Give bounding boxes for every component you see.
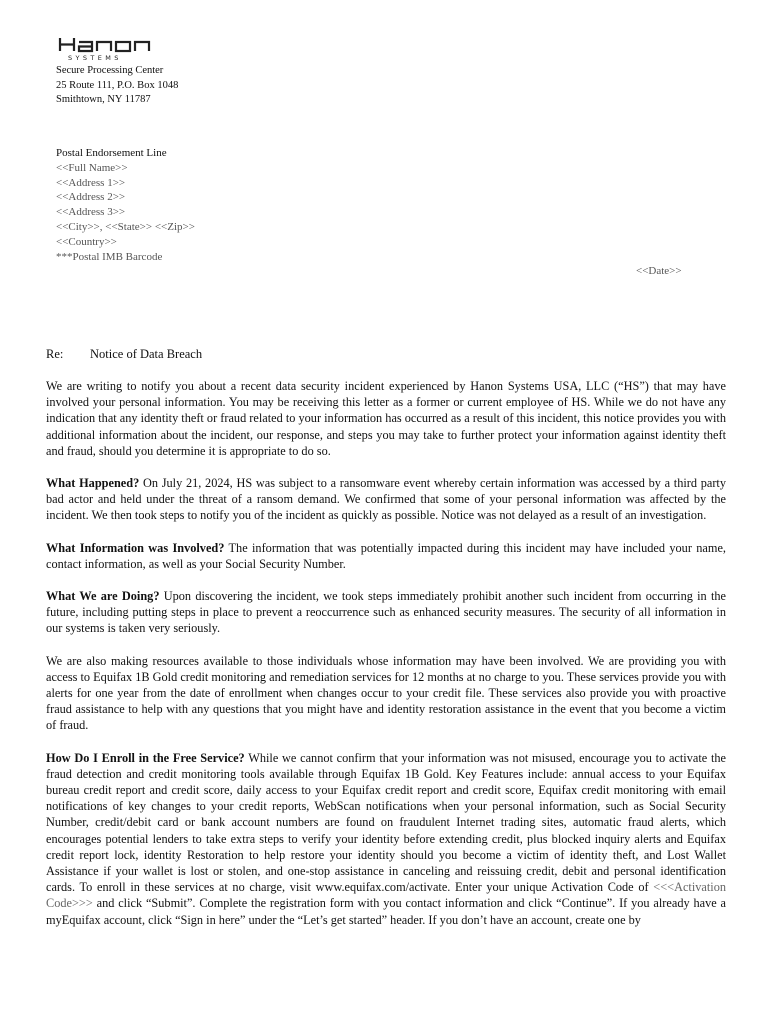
recipient-country: <<Country>> (56, 235, 117, 248)
enroll-text-2: and click “Submit”. Complete the registration form with you contact information and click “Continue”. If you already have a myEquifax account, click “Sign in here” under the “Let’s get started” header. If you don’t have an account, create one by (46, 896, 726, 927)
postal-endorsement-line: Postal Endorsement Line (56, 147, 167, 159)
enroll-paragraph (46, 750, 726, 928)
hanon-systems-logo-icon (58, 36, 162, 62)
what-happened-heading: What Happened? (46, 476, 140, 491)
what-doing-paragraph (46, 588, 726, 637)
company-logo (58, 36, 168, 64)
what-info-text: The information that was potentially impacted during this incident may have included your name, contact information, as well as your Social Security Number. (46, 540, 726, 571)
intro-paragraph: We are writing to notify you about a recent data security incident experienced by Hanon Systems USA, LLC (“HS”) that may have involved your personal information. You may be receiving this letter as a former or current employee of HS. While we do not have any indication that any identity theft or fraud related to your information has occurred as a result of this incident, this notice provides you with additional information about the incident, our response, and steps you may take to further protect your information against identity theft and fraud, should you determine it is appropriate to do so. (46, 379, 726, 458)
postal-barcode-placeholder: ***Postal IMB Barcode (56, 250, 163, 263)
recipient-address-2: <<Address 2>> (56, 191, 126, 204)
sender-line: Smithtown, NY 11787 (56, 94, 151, 105)
what-info-paragraph (46, 540, 726, 572)
recipient-city-state-zip: <<City>>, <<State>> <<Zip>> (56, 220, 195, 233)
svg-text:SYSTEMS: SYSTEMS (68, 54, 122, 62)
letter-date: <<Date>> (636, 265, 682, 277)
subject-text: Notice of Data Breach (90, 347, 203, 361)
recipient-address-1: <<Address 1>> (56, 176, 126, 189)
enroll-text-1: While we cannot confirm that your information was not misused, encourage you to activate the fraud detection and credit monitoring tools available through Equifax 1B Gold. Key Features include: annual access to your Equifax bureau credit report and credit score, daily access to your Equifax credit report and credit score, Equifax credit monitoring with email notifications of key changes to your credit reports, WebScan notifications when your personal information, such as Social Security Number, credit/debit card or bank account numbers are found on fraudulent Internet trading sites, automatic fraud alerts, which encourages potential lenders to take extra steps to verify your identity before extending credit, plus blocked inquiry alerts and Equifax credit report lock, identity Restoration to help restore your identity should you become a victim of identity theft, and Lost Wallet Assistance if your wallet is lost or stolen, and one-stop assistance in canceling and reissuing credit, debit and personal identification cards. To enroll in these services at no charge, visit www.equifax.com/activate. Enter your unique Activation Code of (46, 750, 726, 895)
sender-line: 25 Route 111, P.O. Box 1048 (56, 79, 179, 91)
what-info-heading: What Information was Involved? (46, 540, 225, 555)
sender-line: Secure Processing Center (56, 65, 164, 76)
subject-line (46, 347, 202, 362)
resources-paragraph: We are also making resources available to those individuals whose information may have been involved. We are providing you with access to Equifax 1B Gold credit monitoring and remediation services for 12 months at no charge to you. These services provide you with alerts for one year from the date of enrollment when changes occur to your credit file. These services also provide you with proactive fraud assistance to help with any questions that you might have and identity restoration assistance in the event that you become a victim of fraud. (46, 653, 726, 733)
what-happened-paragraph (46, 475, 726, 524)
letter-body (46, 378, 726, 944)
recipient-full-name: <<Full Name>> (56, 161, 128, 174)
enroll-heading: How Do I Enroll in the Free Service? (46, 750, 245, 765)
sender-address (56, 64, 178, 108)
what-doing-heading: What We are Doing? (46, 589, 160, 604)
recipient-block (56, 146, 195, 264)
subject-label: Re: (46, 347, 64, 361)
what-doing-text: Upon discovering the incident, we took steps immediately prohibit another such incident from occurring in the future, including putting steps in place to prevent a reoccurrence such as enhanced security measures. The security of all information in our systems is taken very seriously. (46, 589, 726, 636)
what-happened-text: On July 21, 2024, HS was subject to a ransomware event whereby certain information was accessed by a third party bad actor and held under the threat of a ransom demand. We confirmed that some of your personal information was affected by the incident. We then took steps to notify you of the incident as quickly as possible. Notice was not delayed as a result of an investigation. (46, 476, 726, 523)
recipient-address-3: <<Address 3>> (56, 206, 126, 219)
activation-code-placeholder: <<<Activation Code>>> (46, 880, 726, 911)
